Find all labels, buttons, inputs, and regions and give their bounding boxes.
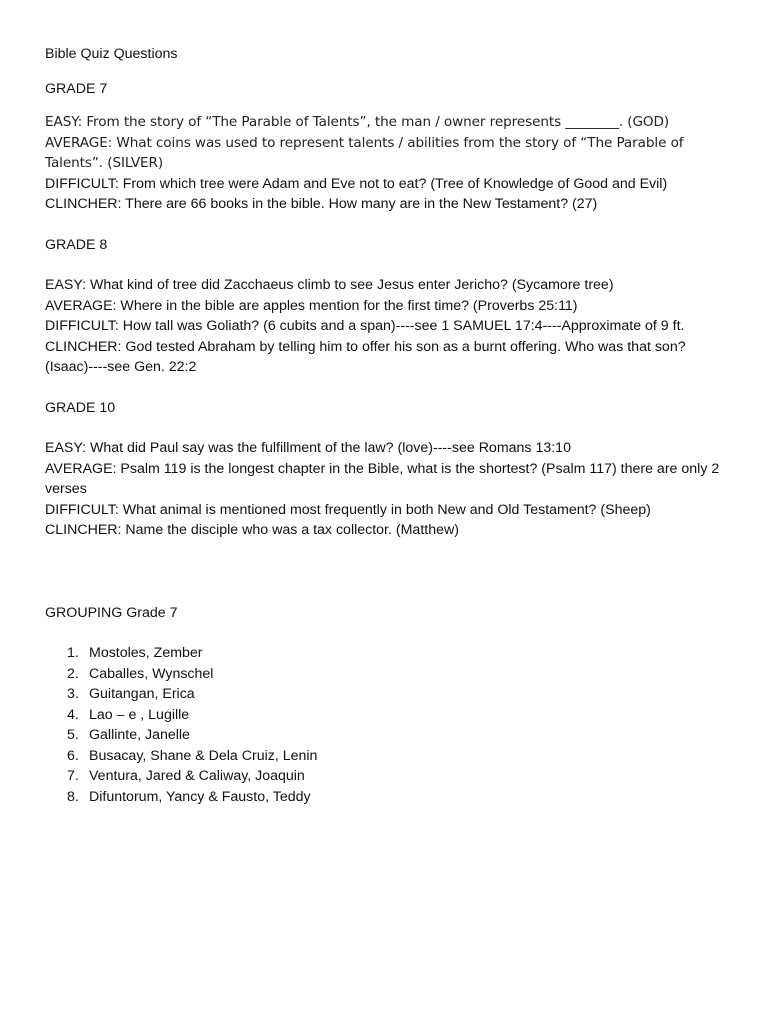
grade-7-difficult-question: DIFFICULT: From which tree were Adam and Eve not to eat? (Tree of Knowledge of Good and Evil) xyxy=(45,175,668,192)
list-item-number: 6. xyxy=(67,747,79,764)
grade-8-heading: GRADE 8 xyxy=(45,236,108,253)
grade-10-heading: GRADE 10 xyxy=(45,399,116,416)
list-item xyxy=(45,725,735,746)
list-item-name: Lao – e , Lugille xyxy=(89,706,190,723)
grade-7-average-question: AVERAGE: What coins was used to represent talents / abilities from the story of “The Parable of Talents”. (SILVER) xyxy=(45,134,684,171)
list-item-number: 4. xyxy=(67,706,79,723)
grade-8-questions xyxy=(45,275,735,378)
document-page xyxy=(45,44,735,807)
grade-10-easy-question: EASY: What did Paul say was the fulfillment of the law? (love)----see Romans 13:10 xyxy=(45,440,571,456)
grade-10-clincher-question: CLINCHER: Name the disciple who was a tax collector. (Matthew) xyxy=(45,522,459,538)
grade-8-easy-question: EASY: What kind of tree did Zacchaeus climb to see Jesus enter Jericho? (Sycamore tree) xyxy=(45,277,614,293)
list-item xyxy=(45,766,735,787)
list-item-number: 2. xyxy=(67,665,79,682)
grade-8-clincher-question: CLINCHER: God tested Abraham by telling him to offer his son as a burnt offering. Who was that son? (Isaac)----see Gen. 22:2 xyxy=(45,338,686,375)
grade-8-average-question: AVERAGE: Where in the bible are apples mention for the first time? (Proverbs 25:11) xyxy=(45,297,578,314)
list-item-number: 5. xyxy=(67,727,79,743)
grade-10-average-question: AVERAGE: Psalm 119 is the longest chapter in the Bible, what is the shortest? (Psalm 117) there are only 2 verses xyxy=(45,460,720,497)
list-item-name: Difuntorum, Yancy & Fausto, Teddy xyxy=(89,788,311,805)
grade-7-easy-question: EASY: From the story of “The Parable of Talents”, the man / owner represents ________. (GOD) xyxy=(45,114,670,130)
list-item-name: Caballes, Wynschel xyxy=(89,665,214,682)
document-title: Bible Quiz Questions xyxy=(45,46,178,62)
list-item-name: Ventura, Jared & Caliway, Joaquin xyxy=(89,768,305,784)
list-item xyxy=(45,643,735,664)
list-item-number: 3. xyxy=(67,686,79,702)
grade-10-difficult-question: DIFFICULT: What animal is mentioned most frequently in both New and Old Testament? (Sheep) xyxy=(45,501,651,518)
grade-8-difficult-question: DIFFICULT: How tall was Goliath? (6 cubits and a span)----see 1 SAMUEL 17:4----Approximate of 9 ft. xyxy=(45,318,685,334)
list-item-name: Mostoles, Zember xyxy=(89,645,203,661)
grade-7-clincher-question: CLINCHER: There are 66 books in the bible. How many are in the New Testament? (27) xyxy=(45,196,598,212)
list-item xyxy=(45,664,735,685)
grade-10-questions xyxy=(45,438,735,541)
list-item-number: 7. xyxy=(67,768,79,784)
list-item-name: Busacay, Shane & Dela Cruiz, Lenin xyxy=(89,747,318,764)
list-item-name: Guitangan, Erica xyxy=(89,686,195,702)
list-item-name: Gallinte, Janelle xyxy=(89,727,190,743)
list-item xyxy=(45,705,735,726)
list-item-number: 1. xyxy=(67,645,79,661)
grade-7-questions xyxy=(45,112,735,215)
list-item xyxy=(45,746,735,767)
grade-7-heading: GRADE 7 xyxy=(45,80,108,97)
list-item xyxy=(45,787,735,808)
list-item-number: 8. xyxy=(67,788,79,805)
grouping-heading: GROUPING Grade 7 xyxy=(45,604,178,621)
section-spacer xyxy=(45,561,735,603)
list-item xyxy=(45,684,735,705)
grouping-list xyxy=(45,643,735,807)
